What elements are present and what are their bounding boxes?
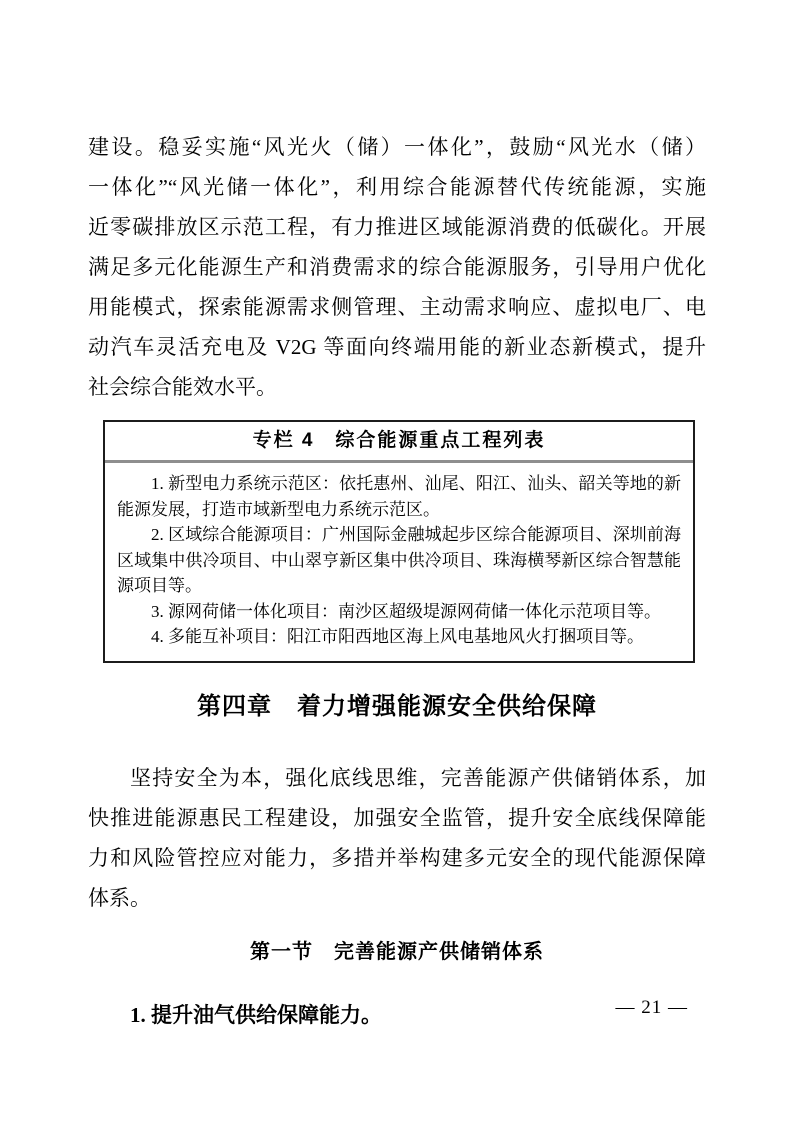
paragraph-line: 建设。稳妥实施“风光火（储）一体化”，鼓励“风光水（储） bbox=[88, 135, 706, 159]
paragraph-line: 用能模式，探索能源需求侧管理、主动需求响应、虚拟电厂、电 bbox=[88, 295, 706, 319]
feature-box-body bbox=[105, 463, 693, 661]
paragraph-line: 坚持安全为本，强化底线思维，完善能源产供储销体系，加 bbox=[130, 765, 706, 790]
box-item: 3. 源网荷储一体化项目：南沙区超级堤源网荷储一体化示范项目等。 bbox=[151, 601, 661, 621]
section-heading: 第一节 完善能源产供储销体系 bbox=[250, 940, 544, 963]
paragraph-line: 动汽车灵活充电及 V2G 等面向终端用能的新业态新模式，提升 bbox=[88, 335, 706, 359]
box-item: 1. 新型电力系统示范区：依托惠州、汕尾、阳江、汕头、韶关等地的新能源发展，打造市域新型电力系统示范区。 bbox=[117, 474, 681, 519]
numbered-item-heading: 1. 提升油气供给保障能力。 bbox=[130, 1002, 382, 1027]
chapter-intro-paragraph bbox=[88, 758, 706, 918]
page-number: — 21 — bbox=[615, 997, 688, 1018]
paragraph-line: 社会综合能效水平。 bbox=[88, 375, 277, 399]
paragraph-line: 近零碳排放区示范工程，有力推进区域能源消费的低碳化。开展 bbox=[88, 215, 706, 239]
box-item: 4. 多能互补项目：阳江市阳西地区海上风电基地风火打捆项目等。 bbox=[151, 627, 644, 646]
paragraph-line: 快推进能源惠民工程建设，加强安全监管，提升安全底线保障能 bbox=[88, 805, 706, 830]
paragraph-line: 一体化”“风光储一体化”，利用综合能源替代传统能源，实施 bbox=[88, 175, 706, 199]
intro-paragraph bbox=[88, 127, 706, 407]
chapter-heading: 第四章 着力增强能源安全供给保障 bbox=[197, 693, 597, 720]
page-content bbox=[88, 0, 706, 1030]
paragraph-line: 力和风险管控应对能力，多措并举构建多元安全的现代能源保障 bbox=[88, 845, 706, 870]
feature-box-column4 bbox=[103, 420, 695, 663]
paragraph-line: 满足多元化能源生产和消费需求的综合能源服务，引导用户优化 bbox=[88, 255, 706, 279]
box-item: 2. 区域综合能源项目：广州国际金融城起步区综合能源项目、深圳前海区域集中供冷项目、中山翠亨新区集中供冷项目、珠海横琴新区综合智慧能源项目等。 bbox=[117, 525, 681, 595]
paragraph-line: 体系。 bbox=[88, 885, 151, 910]
feature-box-title: 专栏 4 综合能源重点工程列表 bbox=[105, 422, 693, 463]
